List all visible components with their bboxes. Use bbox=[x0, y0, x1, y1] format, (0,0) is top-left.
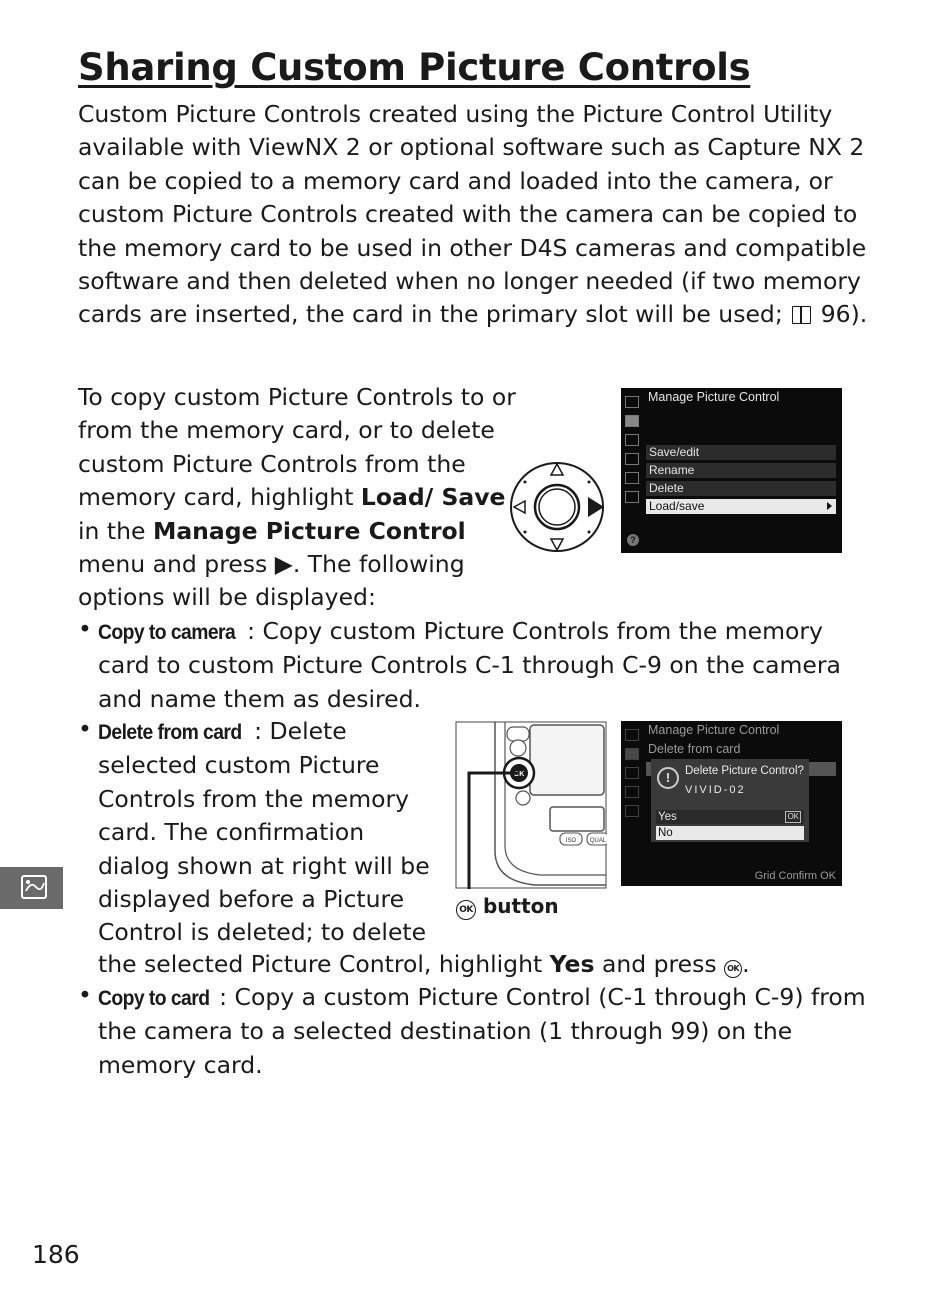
pencil-menu-icon bbox=[625, 434, 639, 446]
right-arrow-symbol: ▶ bbox=[274, 550, 293, 579]
delete-screen-title: Manage Picture Control bbox=[648, 723, 780, 737]
camera-back-illustration bbox=[455, 721, 607, 889]
copy-text-3: menu and press bbox=[78, 550, 275, 579]
page-reference: 96 bbox=[820, 300, 851, 329]
menu-sidebar bbox=[623, 396, 641, 510]
menu-item-delete[interactable]: Delete bbox=[646, 481, 836, 496]
setup-menu-icon bbox=[625, 786, 639, 798]
menu-item-save-edit[interactable]: Save/edit bbox=[646, 445, 836, 460]
page-title: Sharing Custom Picture Controls bbox=[78, 46, 751, 89]
copy-text-2: in the bbox=[78, 516, 153, 545]
menu-item-rename[interactable]: Rename bbox=[646, 463, 836, 478]
intro-end: ). bbox=[850, 300, 868, 329]
delete-from-card-screen bbox=[621, 721, 842, 886]
book-icon bbox=[792, 306, 811, 324]
load-save-label: Load/ Save bbox=[360, 483, 506, 512]
ok-badge-icon: OK bbox=[787, 812, 799, 821]
intro-text: Custom Picture Controls created using the Picture Control Utility available with ViewNX 2 or optional software such as Capture NX 2 can be copied to a memory card and loaded into the camera, or custom Picture Controls created with the camera can be copied to the memory card to be used in other D4S cameras and compatible software and then deleted when no longer needed (if two memory cards are inserted, the card in the primary slot will be used; bbox=[78, 100, 867, 329]
copy-to-card-text: : Copy a custom Picture Control (C-1 through C-9) from the camera to a selected destination (1 through 99) on the memory card. bbox=[98, 983, 866, 1079]
picture-control-tab-icon bbox=[0, 867, 63, 909]
bullet-3: • bbox=[78, 981, 92, 1009]
help-icon: ? bbox=[627, 534, 639, 546]
screen-footer-hint: Grid Confirm OK bbox=[754, 870, 836, 882]
setup-menu-icon bbox=[625, 453, 639, 465]
delete-screen-sidebar bbox=[623, 729, 641, 824]
term-copy-to-camera: Copy to camera bbox=[98, 621, 236, 644]
delete-text-c: and press bbox=[594, 950, 725, 978]
dialog-option-no[interactable]: No bbox=[656, 826, 804, 840]
retouch-menu-icon bbox=[625, 805, 639, 817]
dialog-option-yes[interactable] bbox=[656, 810, 804, 824]
bullet-2: • bbox=[78, 715, 92, 743]
camera-ok-label: OK bbox=[513, 771, 525, 778]
pencil-menu-icon bbox=[625, 767, 639, 779]
dialog-item-name: VIVID-02 bbox=[685, 784, 746, 796]
delete-from-card-text: : Delete selected custom Picture Controls from the memory card. The confirmation dialog shown at right will be displayed before a Picture Control is deleted; to delete bbox=[98, 717, 430, 947]
page-number: 186 bbox=[32, 1240, 80, 1269]
ok-button-caption bbox=[456, 894, 559, 920]
copy-text-4: . The following options will be displayed: bbox=[78, 550, 465, 612]
bullet-copy-to-camera bbox=[98, 615, 868, 716]
picture-control-side-tab bbox=[0, 867, 63, 909]
warning-icon: ! bbox=[657, 767, 679, 789]
menu-item-load-save[interactable] bbox=[646, 499, 836, 514]
playback-menu-icon bbox=[625, 729, 639, 741]
bullet-delete-from-card bbox=[98, 715, 433, 950]
manage-picture-control-screen bbox=[621, 388, 842, 553]
multi-selector-icon bbox=[508, 460, 608, 554]
bullet-copy-to-card bbox=[98, 981, 868, 1082]
bullet-1: • bbox=[78, 615, 92, 643]
retouch-menu-icon bbox=[625, 472, 639, 484]
term-delete-from-card: Delete from card bbox=[98, 721, 242, 744]
playback-menu-icon bbox=[625, 396, 639, 408]
copy-instructions bbox=[78, 381, 518, 615]
menu-item-load-save-label: Load/save bbox=[649, 499, 705, 513]
copy-text-1: To copy custom Picture Controls to or from the memory card, or to delete custom Picture Controls from the memory card, highlight bbox=[78, 383, 516, 512]
dialog-question: Delete Picture Control? bbox=[685, 765, 804, 777]
camera-iso-label: ISO bbox=[565, 838, 577, 844]
confirm-dialog bbox=[651, 759, 809, 842]
ok-button-icon: OK bbox=[724, 960, 742, 978]
yes-label: Yes bbox=[549, 950, 595, 978]
copy-to-camera-text: : Copy custom Picture Controls from the memory card to custom Picture Controls C-1 through C-9 on the camera and name them as desired. bbox=[98, 617, 841, 713]
camera-menu-icon bbox=[625, 415, 639, 427]
delete-text-b: the selected Picture Control, highlight bbox=[98, 950, 550, 978]
delete-text-end: . bbox=[742, 950, 750, 978]
intro-paragraph bbox=[78, 98, 868, 332]
screen-title: Manage Picture Control bbox=[648, 390, 780, 404]
delete-from-card-continuation bbox=[98, 948, 868, 981]
camera-menu-icon bbox=[625, 748, 639, 760]
term-copy-to-card: Copy to card bbox=[98, 987, 210, 1010]
camera-qual-label: QUAL bbox=[589, 838, 607, 844]
right-arrow-icon bbox=[827, 502, 832, 510]
dialog-yes-label: Yes bbox=[658, 811, 677, 823]
manage-picture-control-label: Manage Picture Control bbox=[152, 516, 466, 545]
caption-button-label: button bbox=[482, 894, 559, 918]
my-menu-icon bbox=[625, 491, 639, 503]
caption-ok-icon: OK bbox=[456, 900, 476, 920]
delete-screen-subtitle: Delete from card bbox=[648, 742, 741, 756]
